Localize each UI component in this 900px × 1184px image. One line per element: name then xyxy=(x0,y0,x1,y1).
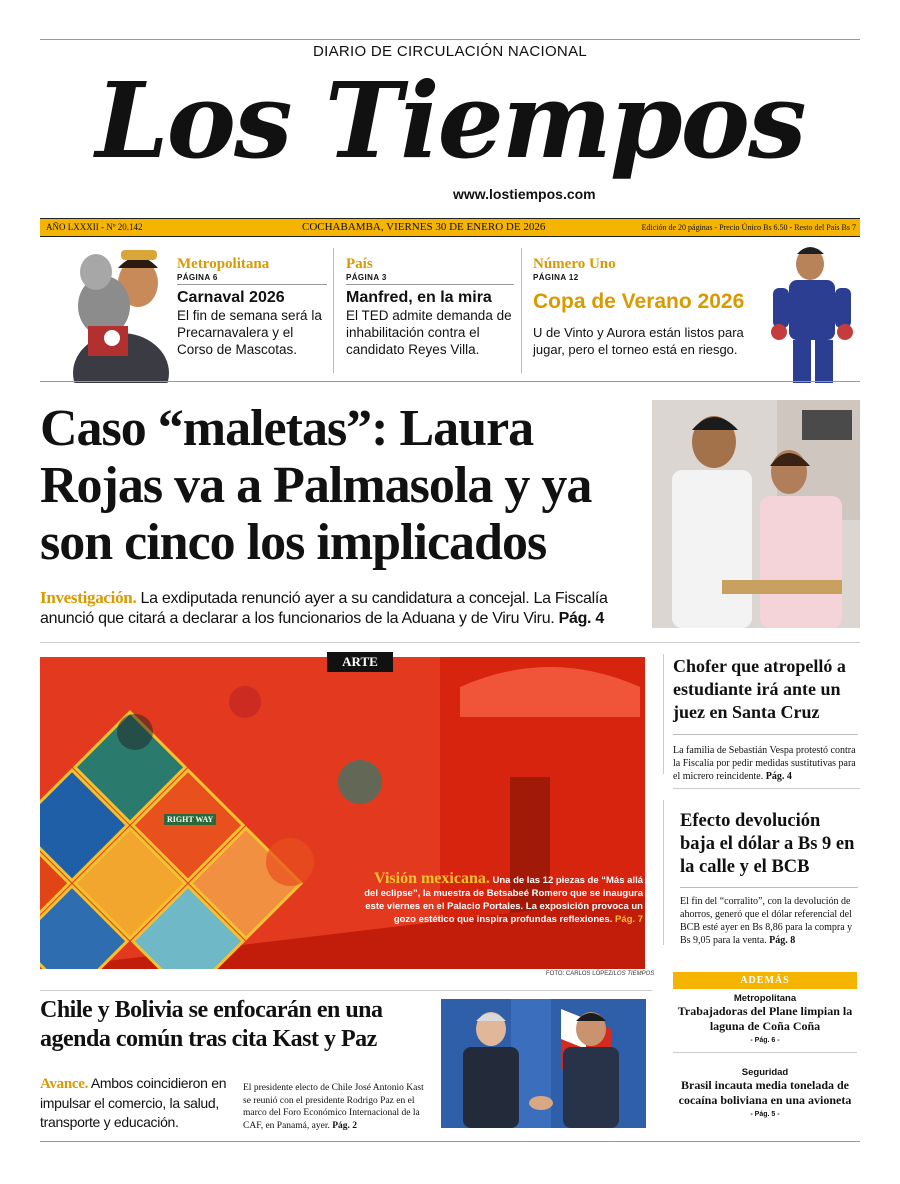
top-rule xyxy=(40,39,860,40)
ademas-headline: Trabajadoras del Plane limpian la laguna de Coña Coña xyxy=(677,1004,853,1033)
teaser-body: U de Vinto y Aurora están listos para jugar, pero el torneo está en riesgo. xyxy=(533,325,744,357)
teaser-page: PÁGINA 12 xyxy=(533,273,579,282)
website-link[interactable]: www.lostiempos.com xyxy=(453,186,596,202)
section-rule xyxy=(673,788,860,789)
painting-text: RIGHT WAY xyxy=(164,814,216,825)
art-kicker: Visión mexicana. xyxy=(374,870,490,887)
art-section-label[interactable]: ARTE xyxy=(327,652,393,672)
bottom-body xyxy=(243,1082,433,1132)
bottom-body-text: El presidente electo de Chile José Antonio Kast se reunió con el presidente Rodrigo Paz en el marco del Foro Económico Internacional de la CAF, en Panamá, ayer. xyxy=(243,1083,424,1131)
teaser-headline: Copa de Verano 2026 xyxy=(533,290,745,313)
section-rule xyxy=(40,990,652,991)
bottom-lead-text: Ambos coincidieron en impulsar el comercio, la salud, transporte y educación. xyxy=(40,1075,227,1130)
ademas-header: ADEMÁS xyxy=(673,972,857,989)
masthead-tagline: DIARIO DE CIRCULACIÓN NACIONAL xyxy=(312,43,588,60)
side-page-ref[interactable]: Pág. 4 xyxy=(765,771,792,782)
side-body-text: El fin del “corralito”, con la devolución de ahorros, generó que el dólar referencial del BCB esté ayer en Bs 8,86 para la compra y Bs 9,05 para la venta. xyxy=(680,896,853,946)
teaser-page: PÁGINA 3 xyxy=(346,273,387,282)
bottom-headline[interactable]: Chile y Bolivia se enfocarán en una agenda común tras cita Kast y Paz xyxy=(40,997,383,1052)
teaser-headline: Carnaval 2026 xyxy=(177,289,285,306)
side-headline: Chofer que atropelló a estudiante irá ante un juez en Santa Cruz xyxy=(673,656,846,722)
teaser-page: PÁGINA 6 xyxy=(177,273,218,282)
bottom-lead xyxy=(40,1074,234,1132)
teaser-numero-uno[interactable] xyxy=(533,256,773,358)
side-body xyxy=(680,895,858,947)
section-rule xyxy=(40,642,860,643)
main-page-ref[interactable]: Pág. 4 xyxy=(558,610,604,627)
art-page-ref[interactable]: Pág. 7 xyxy=(615,914,643,925)
main-kicker: Investigación. xyxy=(40,588,137,607)
ademas-section: Metropolitana xyxy=(733,993,797,1004)
ademas-section: Seguridad xyxy=(741,1067,789,1078)
column-divider xyxy=(663,654,664,774)
teaser-section: País xyxy=(346,256,373,272)
art-caption xyxy=(363,872,643,926)
side-page-ref[interactable]: Pág. 8 xyxy=(769,935,796,946)
info-bar xyxy=(40,218,860,237)
photo-credit-name: FOTO: CARLOS LÓPEZ/ xyxy=(546,971,614,977)
side-headline: Efecto devolución baja el dólar a Bs 9 en la calle y el BCB xyxy=(680,811,855,877)
teaser-body: El TED admite demanda de inhabilitación contra el candidato Reyes Villa. xyxy=(346,308,512,357)
ademas-headline: Brasil incauta media tonelada de cocaína boliviana en una avioneta xyxy=(678,1078,852,1107)
ademas-page: - Pág. 5 - xyxy=(750,1111,780,1118)
ademas-divider xyxy=(673,1052,857,1053)
kast-paz-photo xyxy=(441,999,646,1128)
bottom-kicker: Avance. xyxy=(40,1076,89,1092)
teaser-divider xyxy=(333,248,334,373)
art-caption-text: Una de las 12 piezas de “Más allá del eclipse”, la muestra de Betsabeé Romero que se inaugura este viernes en el Palacio Portales. La exposición provoca un gozo estético que inspira profundas reflexiones. xyxy=(364,875,643,925)
photo-credit xyxy=(546,971,654,977)
teaser-section: Número Uno xyxy=(533,256,616,272)
teaser-metropolitana[interactable] xyxy=(177,256,327,358)
ademas-item-metropolitana[interactable] xyxy=(673,993,857,1044)
main-headline[interactable]: Caso “maletas”: Laura Rojas va a Palmasola y ya son cinco los implicados xyxy=(40,400,592,571)
teaser-pais[interactable] xyxy=(346,256,514,358)
column-divider xyxy=(663,800,664,945)
section-rule xyxy=(40,381,860,382)
price-info: Edición de 20 páginas - Precio Único Bs 6.50 - Resto del País Bs 7 xyxy=(641,223,856,232)
main-lead-text: La exdiputada renunció ayer a su candidatura a concejal. La Fiscalía anunció que citará a declarar a los funcionarios de la Aduana y de Viru Viru. xyxy=(40,590,608,627)
teaser-body: El fin de semana será la Precarnavalera y el Corso de Mascotas. xyxy=(177,308,322,357)
photo-credit-paper: LOS TIEMPOS xyxy=(613,971,655,977)
bottom-page-ref[interactable]: Pág. 2 xyxy=(332,1120,358,1131)
side-story-chofer[interactable] xyxy=(673,655,858,783)
carnival-mascot-photo xyxy=(66,238,176,383)
teaser-headline: Manfred, en la mira xyxy=(346,289,492,306)
goalkeeper-photo xyxy=(765,238,860,383)
bottom-rule xyxy=(40,1141,860,1142)
side-body-text: La familia de Sebastián Vespa protestó contra la Fiscalía por pedir medidas sustitutivas para el micrero reincidente. xyxy=(673,745,856,782)
side-body xyxy=(673,744,858,783)
teaser-divider xyxy=(521,248,522,373)
investigation-photo xyxy=(652,400,860,628)
issue-number: AÑO LXXXII - Nº 20.142 xyxy=(46,222,143,232)
newspaper-logo[interactable]: Los Tiempos xyxy=(95,59,805,182)
side-story-dolar[interactable] xyxy=(680,810,858,947)
edition-date: COCHABAMBA, VIERNES 30 DE ENERO DE 2026 xyxy=(302,221,546,233)
ademas-item-seguridad[interactable] xyxy=(673,1067,857,1118)
ademas-page: - Pág. 6 - xyxy=(750,1037,780,1044)
main-lead xyxy=(40,588,650,629)
teaser-section: Metropolitana xyxy=(177,256,270,272)
